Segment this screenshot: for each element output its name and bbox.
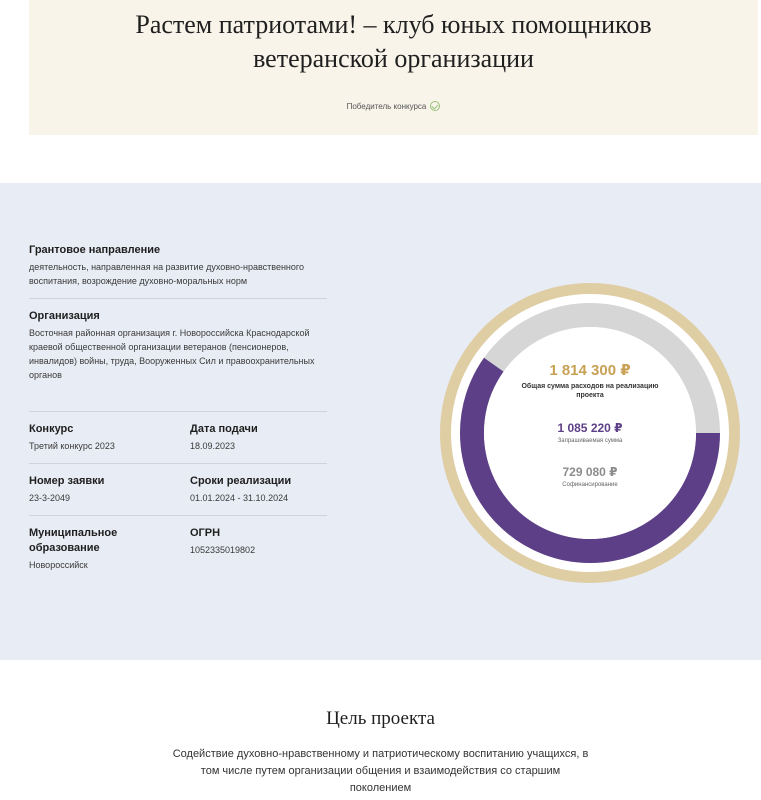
project-details: [29, 243, 327, 592]
project-goal: [0, 708, 761, 797]
grant-direction-value: деятельность, направленная на развитие духовно-нравственного воспитания, возрождение духовно-моральных норм: [29, 262, 304, 286]
total-amount-label: Общая сумма расходов на реализацию проекта: [521, 383, 659, 399]
project-header: [29, 0, 758, 135]
budget-ring: [440, 283, 740, 583]
project-info-section: [0, 183, 761, 660]
check-circle-icon: [430, 101, 440, 111]
municipality-value: Новороссийск: [29, 560, 88, 570]
total-amount: 1 814 300 ₽: [549, 362, 631, 379]
organization-label: Организация: [29, 310, 100, 322]
cofinancing-amount-label: Софинансирование: [562, 482, 618, 488]
submit-date-label: Дата подачи: [190, 423, 258, 435]
project-title: Растем патриотами! – клуб юных помощников ветеранской организации: [135, 10, 652, 73]
organization-value: Восточная районная организация г. Новороссийска Краснодарской краевой общественной организации ветеранов (пенсионеров, инвалидов) войны, труда, Вооруженных Сил и правоохранительных органов: [29, 328, 315, 380]
cofinancing-amount: 729 080 ₽: [562, 465, 618, 479]
grant-direction-label: Грантовое направление: [29, 244, 161, 256]
application-number-label: Номер заявки: [29, 475, 105, 487]
requested-amount-label: Запрашиваемая сумма: [557, 438, 623, 444]
implementation-period-label: Сроки реализации: [190, 475, 292, 487]
implementation-period-value: 01.01.2024 - 31.10.2024: [190, 493, 289, 503]
application-number-value: 23-3-2049: [29, 493, 71, 503]
contest-value: Третий конкурс 2023: [29, 441, 115, 451]
ogrn-label: ОГРН: [190, 527, 221, 539]
goal-title: Цель проекта: [326, 708, 435, 729]
application-row: [29, 474, 327, 516]
municipality-label: Муниципальное образование: [29, 527, 118, 554]
ogrn: [190, 526, 327, 572]
application-number: [29, 474, 190, 505]
winner-badge-label: Победитель конкурса: [346, 101, 427, 111]
contest-row: [29, 422, 327, 464]
submit-date: [190, 422, 327, 453]
ogrn-value: 1052335019802: [190, 545, 256, 555]
municipality-row: [29, 526, 327, 582]
winner-badge: [29, 101, 758, 111]
requested-amount: 1 085 220 ₽: [557, 421, 623, 435]
goal-text: Содействие духовно-нравственному и патриотическому воспитанию учащихся, в том числе путем организации общения и взаимодействия со старшим поколением: [172, 748, 589, 794]
implementation-period: [190, 474, 327, 505]
submit-date-value: 18.09.2023: [190, 441, 236, 451]
organization: [29, 309, 327, 412]
contest: [29, 422, 190, 453]
grant-direction: [29, 243, 327, 299]
municipality: [29, 526, 190, 572]
budget-summary: [510, 353, 670, 513]
contest-label: Конкурс: [29, 423, 74, 435]
